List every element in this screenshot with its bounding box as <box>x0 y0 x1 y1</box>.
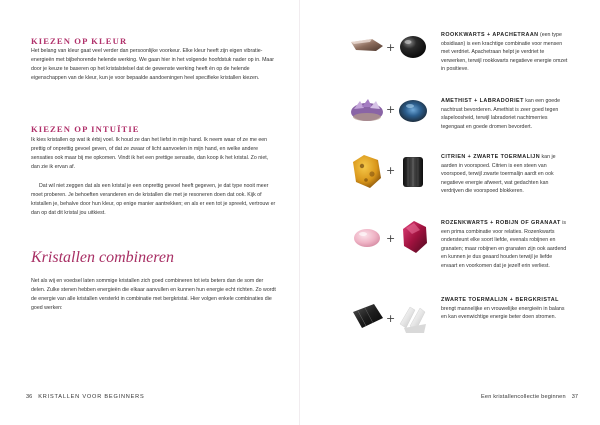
page-number-right: 37 <box>571 394 578 400</box>
combo-text: is een prima combinatie voor relaties. Rozenkwarts ondersteunt elke soort liefde, evenals robijnen en granaten; maar robijnen en granaten zijn ook aardend en kunnen je dus geaard houden terwijl je liefde ervaart en voorkomen dat je jezelf erin verliest. <box>441 220 567 269</box>
combo-text: kan een goede nachtrust bevorderen. Amethist is zeer goed tegen slapeloosheid, terwijl labradoriet nachtmerries tegengaat en goede dromen bevordert. <box>441 98 561 130</box>
combo-entry-4 <box>441 219 569 271</box>
citrine-icon <box>353 155 381 188</box>
page-number-left: 36 <box>26 394 33 400</box>
amethyst-icon <box>351 99 383 121</box>
combo-title: CITRIEN + ZWARTE TOERMALIJN <box>441 154 541 160</box>
stone-pair-5 <box>350 302 430 340</box>
heading-kristallen-combineren: Kristallen combineren <box>31 249 174 266</box>
combo-title: AMETHIST + LABRADORIET <box>441 98 524 104</box>
combo-entry-2 <box>441 97 569 131</box>
rose-quartz-icon <box>354 229 380 247</box>
paragraph-intuitie-2: Dat wil niet zeggen dat als een kristal je een onprettig gevoel heeft gegeven, je dat type nooit meer moet proberen. Je behoeften veranderen en de kristallen die met je resoneren doen dat ook. Kijk of kristallen je, behalve door hun kleur, op enige manier aantrekken; en als er een tot je spreekt, vertrouw er dan op dat dit kristal jou uitkiest. <box>31 182 276 216</box>
stone-pair-4 <box>350 219 430 257</box>
right-page <box>300 0 600 425</box>
apache-tear-icon <box>400 36 426 58</box>
plus-sign: + <box>386 312 396 325</box>
stone-pair-2 <box>350 95 430 133</box>
combo-title: ROZENKWARTS + ROBIJN OF GRANAAT <box>441 220 561 226</box>
heading-kiezen-op-intuitie: KIEZEN OP INTUÏTIE <box>31 124 140 134</box>
plus-sign: + <box>386 232 396 245</box>
combo-entry-1 <box>441 31 569 74</box>
plus-sign: + <box>386 41 396 54</box>
paragraph-combineren: Net als wij en voedsel laten sommige kristallen zich goed combineren tot iets beters dan de som der delen. Zulke stenen hebben energieën die elkaar aanvullen en kunnen hun energie echt richten. Zo wordt de energie van alle kristallen versterkt in combinatie met bergkristal. Hier volgen enkele combinaties die goed werken: <box>31 278 276 312</box>
book-title: KRISTALLEN VOOR BEGINNERS <box>38 394 145 400</box>
black-tourmaline-icon <box>403 157 423 187</box>
clear-quartz-icon <box>400 307 426 333</box>
stone-pair-3 <box>350 154 430 192</box>
plus-sign: + <box>386 164 396 177</box>
paragraph-intuitie-1: Ik kies kristallen op wat ik érbij voel. Ik houd ze dan het liefst in mijn hand. Ik neem waar of ze me een prettig of onprettig gevoel geven, of dat ze zwaar of licht aanvoelen in mijn hand, en welke andere sensaties ook maar bij me opkomen. Vindt ik het een prettige sensatie, dan koop ik het kristal. Zo niet, dan zie ik ervan af. <box>31 137 269 171</box>
black-tourmaline-icon <box>353 304 383 328</box>
combo-title: ZWARTE TOERMALIJN + BERGKRISTAL <box>441 297 559 303</box>
ruby-icon <box>403 221 427 253</box>
heading-kiezen-op-kleur: KIEZEN OP KLEUR <box>31 36 128 46</box>
combo-text: brengt mannelijke en vrouwelijke energieën in balans en kan evenwichtige energie beter doen stromen. <box>441 305 565 321</box>
stone-pair-1 <box>350 33 430 71</box>
combo-text: kan je aarden in voorspoed. Citrien is een steen van voorspoed, terwijl zwarte toermalijn aardt en ook negatieve energie afweert, wat gedachten kan verdrijven die voorspoed blokkeren. <box>441 154 556 195</box>
combo-title: ROOKKWARTS + APACHETRAAN <box>441 32 539 38</box>
footer-left <box>26 394 145 400</box>
plus-sign: + <box>386 103 396 116</box>
footer-right <box>481 394 578 400</box>
paragraph-kleur: Het belang van kleur gaat veel verder dan persoonlijke voorkeur. Elke kleur heeft zijn eigen vibratie-energieën met bijbehorende helende werking. We gaan hier in het volgende hoofdstuk nader op in. Maar door je keuze te baseren op het kristalstelsel dat de gewenste werking heeft én op de helende eigenschappen van de kleur, kun je voor bepaalde aandoeningen heel specifieke kristallen kiezen. <box>31 48 275 82</box>
section-title: Een kristallencollectie beginnen <box>481 394 566 400</box>
combo-entry-5 <box>441 296 569 322</box>
combo-text: (een type obsidiaan) is een krachtige combinatie voor mensen met verdriet. Apachetraan helpt je verdriet te verwerken, terwijl rookkwarts negatieve energie omzet in positieve. <box>441 32 568 73</box>
labradorite-icon <box>399 100 427 122</box>
combo-entry-3 <box>441 153 569 196</box>
smoky-quartz-icon <box>351 39 383 51</box>
